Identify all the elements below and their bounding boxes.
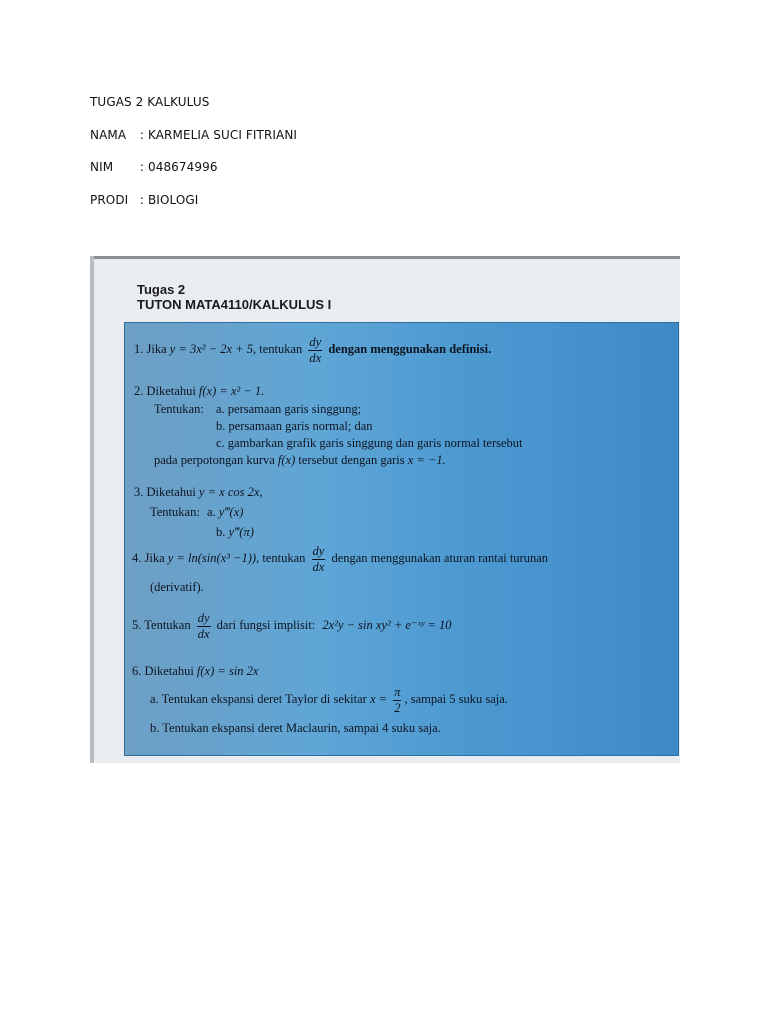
prodi-label: PRODI bbox=[90, 193, 129, 207]
q2-prefix: 2. Diketahui bbox=[134, 384, 196, 398]
q2-equation: f(x) = x² − 1. bbox=[198, 384, 265, 398]
photo-frame-top bbox=[90, 256, 680, 259]
nim-label: NIM bbox=[90, 160, 114, 174]
q3-item-a: Tentukan: a. y‴(x) bbox=[150, 505, 244, 519]
question-6: 6. Diketahui f(x) = sin 2x bbox=[132, 664, 259, 678]
nama-row bbox=[90, 128, 297, 142]
q1-suffix: dengan menggunakan definisi. bbox=[328, 341, 492, 356]
document-title: TUGAS 2 KALKULUS bbox=[90, 95, 210, 109]
q2-label: Tentukan: bbox=[154, 402, 204, 416]
q2-item-b: b. persamaan garis normal; dan bbox=[216, 419, 373, 433]
q1-fraction: $\frac{dy}{dx}$ bbox=[309, 335, 322, 365]
q1-mid: , tentukan bbox=[252, 341, 303, 356]
question-4: 4. Jika y = ln(sin(x³ −1)), tentukan $\frac{dy}{dx}$ dengan menggunakan aturan rantai turunan bbox=[132, 544, 549, 574]
question-2 bbox=[134, 384, 264, 399]
question-3: 3. Diketahui y = x cos 2x, bbox=[134, 485, 263, 499]
questions-box bbox=[124, 322, 679, 756]
q2-line: pada perpotongan kurva f(x) tersebut dengan garis x = −1. bbox=[154, 453, 446, 467]
prodi-value: : BIOLOGI bbox=[139, 193, 199, 207]
nim-row bbox=[90, 160, 218, 174]
q1-equation: y = 3x² − 2x + 5 bbox=[169, 341, 253, 356]
photo-subtitle: TUTON MATA4110/KALKULUS I bbox=[137, 297, 332, 312]
q4-fraction: $\frac{dy}{dx}$ bbox=[312, 544, 325, 574]
photo-title: Tugas 2 bbox=[137, 282, 186, 297]
q1-prefix: 1. Jika bbox=[134, 341, 167, 356]
assignment-photo bbox=[90, 256, 680, 763]
nim-value: : 048674996 bbox=[139, 160, 218, 174]
nama-value: : KARMELIA SUCI FITRIANI bbox=[139, 128, 298, 142]
q4-line2: (derivatif). bbox=[150, 580, 204, 594]
q2-item-c: c. gambarkan grafik garis singgung dan garis normal tersebut bbox=[216, 436, 523, 450]
q2-item-a: a. persamaan garis singgung; bbox=[216, 402, 362, 416]
q6-fraction: $\frac{\pi}{2}$ bbox=[394, 685, 401, 715]
q5-fraction: $\frac{dy}{dx}$ bbox=[197, 611, 210, 641]
question-1 bbox=[134, 336, 491, 364]
prodi-row bbox=[90, 193, 198, 207]
question-5: 5. Tentukan $\frac{dy}{dx}$ dari fungsi implisit: 2x²y − sin xy² + e⁻ˣʸ = 10 bbox=[132, 611, 452, 641]
photo-frame-left bbox=[90, 256, 94, 763]
q3-item-b: b. y‴(π) bbox=[216, 525, 254, 539]
nama-label: NAMA bbox=[90, 128, 127, 142]
q6-item-b: b. Tentukan ekspansi deret Maclaurin, sampai 4 suku saja. bbox=[150, 721, 441, 735]
q6-item-a: a. Tentukan ekspansi deret Taylor di sekitar x = $\frac{\pi}{2}$ , sampai 5 suku saja. bbox=[150, 685, 508, 715]
